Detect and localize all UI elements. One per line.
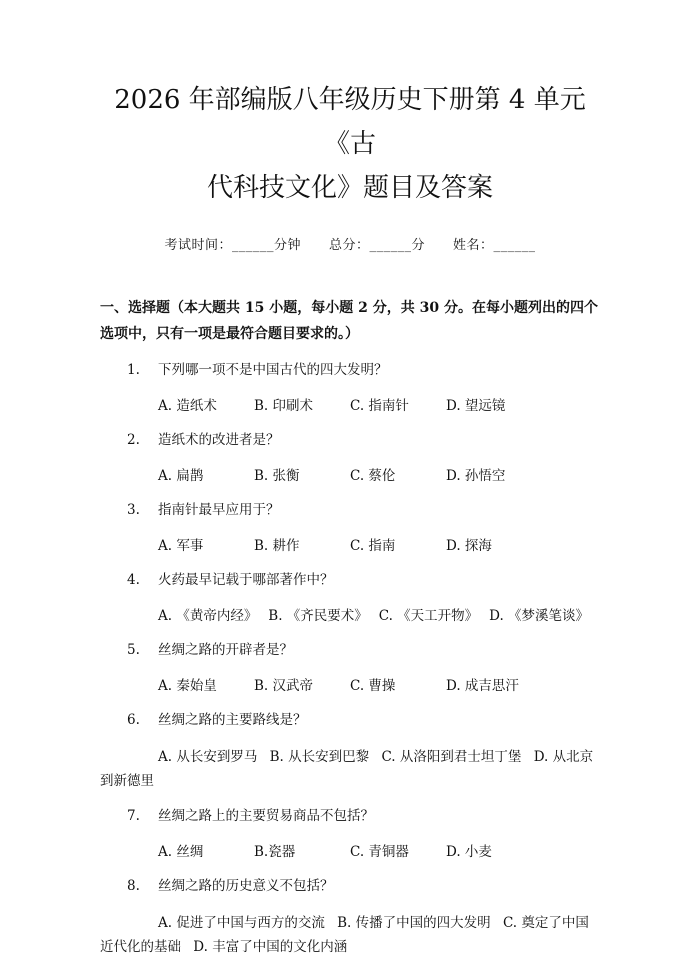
question-1 xyxy=(100,359,600,417)
question-stem: 丝绸之路的历史意义不包括？ xyxy=(158,878,334,894)
exam-meta xyxy=(100,234,600,253)
question-stem: 火药最早记载于哪部著作中？ xyxy=(158,572,334,588)
option-d: D. 从北京到新德里 xyxy=(100,749,594,789)
question-stem: 丝绸之路的开辟者是？ xyxy=(158,642,293,658)
question-stem: 下列哪一项不是中国古代的四大发明？ xyxy=(158,362,388,378)
question-number: 7. xyxy=(127,808,140,824)
question-number: 3. xyxy=(127,502,140,518)
question-number: 4. xyxy=(127,572,140,588)
title-line-1: 2026 年部编版八年级历史下册第 4 单元《古 xyxy=(114,85,586,159)
option-d: D. 孙悟空 xyxy=(446,468,506,484)
option-a: A. 军事 xyxy=(158,538,204,554)
option-b: B. 从长安到巴黎 xyxy=(269,749,370,765)
option-a: A. 扁鹊 xyxy=(158,468,204,484)
option-a: A. 《黄帝内经》 xyxy=(158,608,258,624)
question-6 xyxy=(100,709,600,793)
question-stem: 丝绸之路的主要路线是？ xyxy=(158,712,307,728)
option-d: D. 《梦溪笔谈》 xyxy=(489,608,590,624)
option-d: D. 成吉思汗 xyxy=(446,678,519,694)
question-number: 5. xyxy=(127,642,140,658)
section-heading: 一、选择题（本大题共 15 小题，每小题 2 分，共 30 分。在每小题列出的四个选项中，只有一项是最符合题目要求的。） xyxy=(100,300,598,342)
question-stem: 造纸术的改进者是？ xyxy=(158,432,280,448)
option-a: A. 造纸术 xyxy=(158,398,217,414)
option-a: A. 丝绸 xyxy=(158,844,204,860)
option-c: C. 蔡伦 xyxy=(350,468,396,484)
question-3 xyxy=(100,499,600,557)
student-name-field: 姓名：______ xyxy=(453,238,536,253)
option-a: A. 从长安到罗马 xyxy=(158,749,258,765)
option-d: D. 小麦 xyxy=(446,844,492,860)
option-b: B. 传播了中国的四大发明 xyxy=(337,915,491,931)
exam-title xyxy=(100,0,600,210)
option-c: C. 指南 xyxy=(350,538,396,554)
option-b: B. 《齐民要术》 xyxy=(268,608,368,624)
option-c: C. 青铜器 xyxy=(350,844,409,860)
option-c: C. 奠定了中国近代化的基础 xyxy=(100,915,589,955)
question-number: 1. xyxy=(127,362,140,378)
question-7 xyxy=(100,805,600,863)
question-4 xyxy=(100,569,600,627)
question-8 xyxy=(100,875,600,959)
option-b: B. 汉武帝 xyxy=(254,678,314,694)
option-b: B. 张衡 xyxy=(254,468,300,484)
question-number: 2. xyxy=(127,432,140,448)
question-2 xyxy=(100,429,600,487)
option-a: A. 秦始皇 xyxy=(158,678,217,694)
question-number: 6. xyxy=(127,712,140,728)
total-score-field: 总分：______分 xyxy=(328,238,425,253)
question-5 xyxy=(100,639,600,697)
option-a: A. 促进了中国与西方的交流 xyxy=(158,915,325,931)
option-d: D. 探海 xyxy=(446,538,492,554)
option-d: D. 丰富了中国的文化内涵 xyxy=(193,939,348,955)
exam-time-field: 考试时间：______分钟 xyxy=(164,238,301,253)
option-c: C. 《天工开物》 xyxy=(378,608,479,624)
question-stem: 指南针最早应用于？ xyxy=(158,502,280,518)
question-number: 8. xyxy=(127,878,140,894)
question-stem: 丝绸之路上的主要贸易商品不包括？ xyxy=(158,808,374,824)
option-c: C. 曹操 xyxy=(350,678,396,694)
option-b: B. 耕作 xyxy=(254,538,300,554)
option-c: C. 指南针 xyxy=(350,398,409,414)
option-d: D. 望远镜 xyxy=(446,398,506,414)
option-b: B.瓷器 xyxy=(254,844,296,860)
option-b: B. 印刷术 xyxy=(254,398,314,414)
option-c: C. 从洛阳到君士坦丁堡 xyxy=(381,749,522,765)
title-line-2: 代科技文化》题目及答案 xyxy=(206,173,493,203)
